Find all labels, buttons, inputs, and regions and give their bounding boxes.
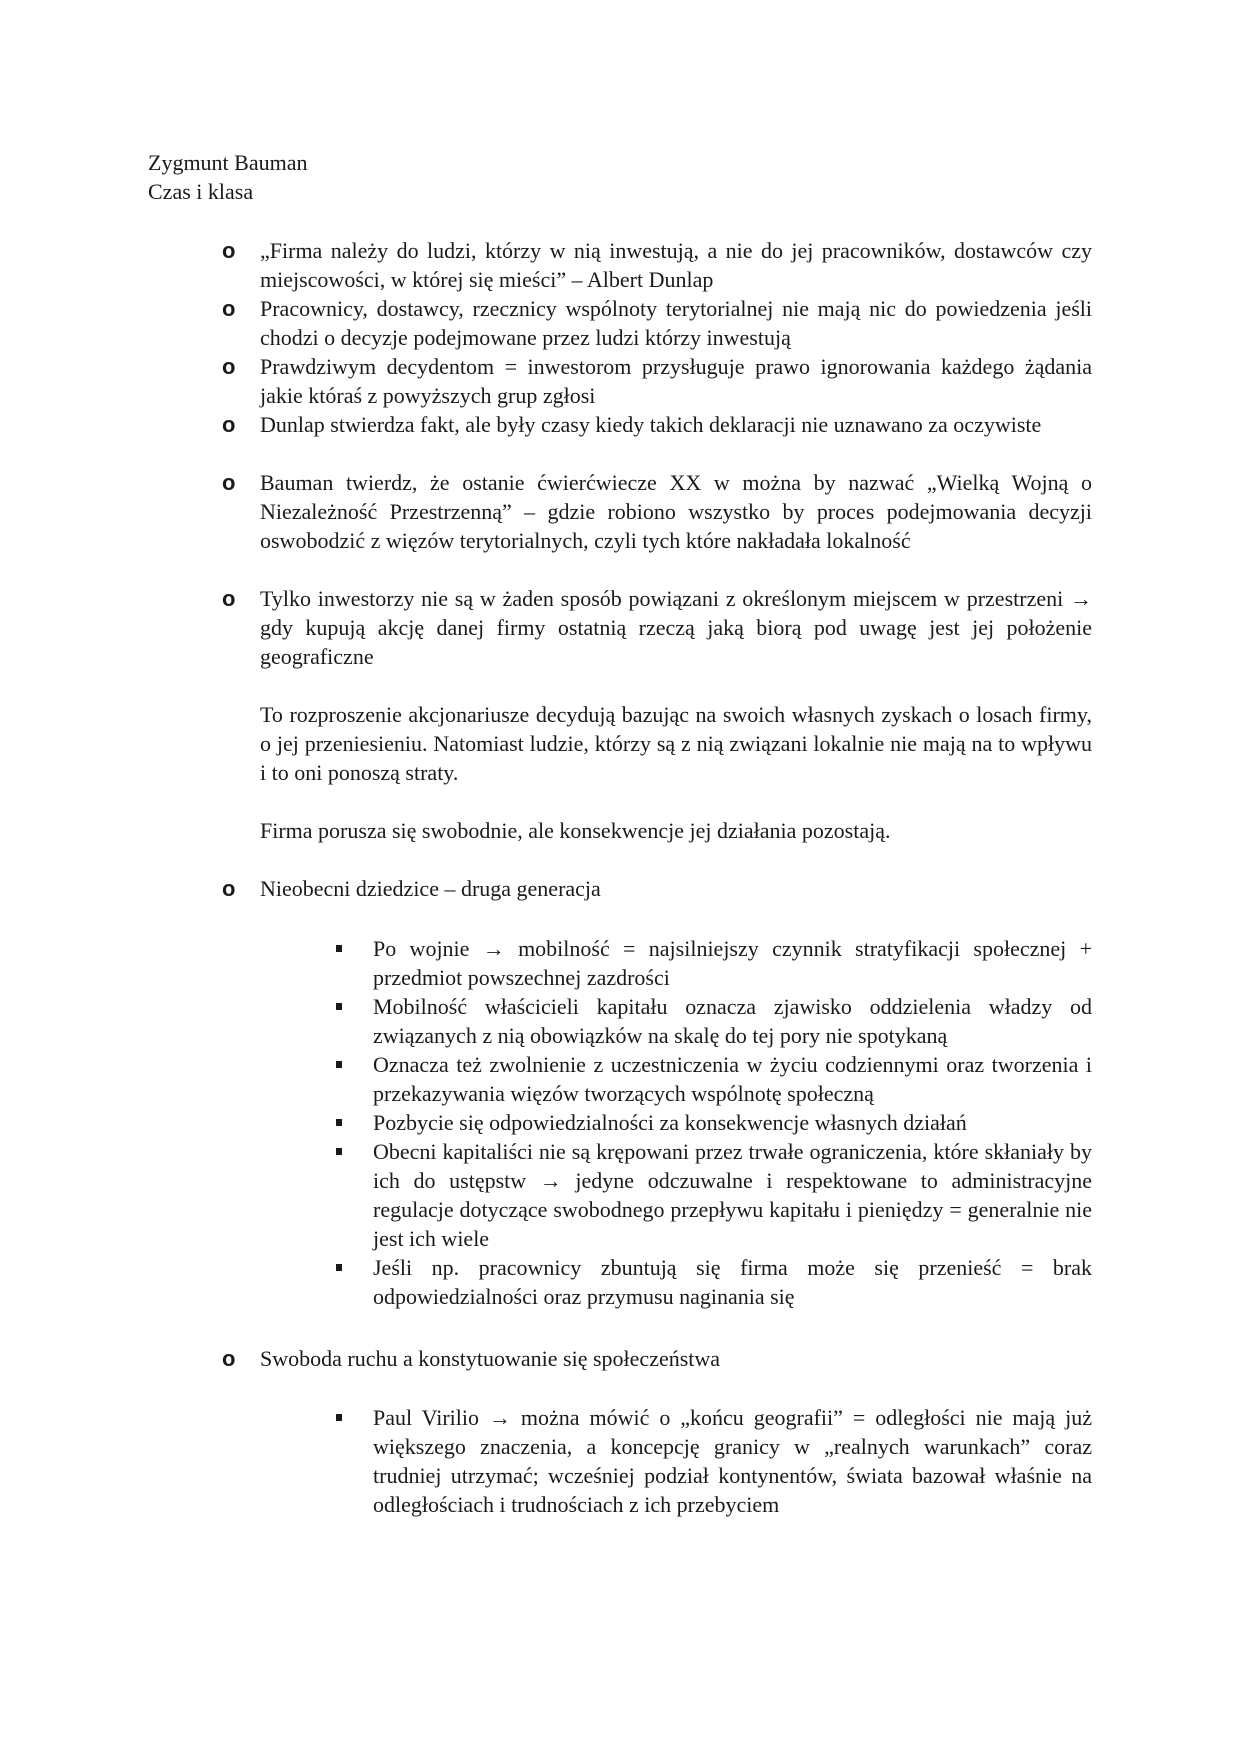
- circle-bullet-icon: o: [222, 586, 236, 611]
- paragraph: To rozproszenie akcjonariusze decydują bazując na swoich własnych zyskach o losach firmy, o jej przeniesieniu. Natomiast ludzie, którzy są z nią związani lokalnie nie mają na to wpływu i to oni ponoszą straty.: [260, 702, 1092, 785]
- title-line: Czas i klasa: [148, 179, 254, 204]
- square-bullet-icon: [336, 1003, 342, 1010]
- list-item-text: „Firma należy do ludzi, którzy w nią inwestują, a nie do jej pracowników, dostawców czy miejscowości, w której się mieści” – Albert Dunlap: [260, 238, 1092, 292]
- square-bullet-icon: [336, 1061, 342, 1068]
- sub-list-item-text: Po wojnie → mobilność = najsilniejszy czynnik stratyfikacji społecznej + przedmiot powszechnej zazdrości: [373, 936, 1092, 990]
- list-item-text: Prawdziwym decydentom = inwestorom przysługuje prawo ignorowania każdego żądania jakie któraś z powyższych grup zgłosi: [260, 354, 1092, 408]
- circle-bullet-icon: o: [222, 470, 236, 495]
- sub-list-item-text: Obecni kapitaliści nie są krępowani przez trwałe ograniczenia, które skłaniały by ich do ustępstw → jedyne odczuwalne i respektowane to administracyjne regulacje dotyczące swobodnego przepływu kapitału i pieniędzy = generalnie nie jest ich wiele: [373, 1139, 1092, 1251]
- circle-bullet-icon: o: [222, 876, 236, 901]
- list-item-text: Pracownicy, dostawcy, rzecznicy wspólnoty terytorialnej nie mają nic do powiedzenia jeśli chodzi o decyzje podejmowane przez ludzi którzy inwestują: [260, 296, 1092, 350]
- square-bullet-icon: [336, 1264, 342, 1271]
- circle-bullet-icon: o: [222, 354, 236, 379]
- sub-list-item-text: Mobilność właścicieli kapitału oznacza zjawisko oddzielenia władzy od związanych z nią obowiązków na skalę do tej pory nie spotykaną: [373, 994, 1092, 1048]
- square-bullet-icon: [336, 1148, 342, 1155]
- circle-bullet-icon: o: [222, 412, 236, 437]
- sub-list-item-text: Jeśli np. pracownicy zbuntują się firma może się przenieść = brak odpowiedzialności oraz przymusu naginania się: [373, 1255, 1092, 1309]
- circle-bullet-icon: o: [222, 238, 236, 263]
- square-bullet-icon: [336, 1414, 342, 1421]
- author-line: Zygmunt Bauman: [148, 150, 308, 175]
- square-bullet-icon: [336, 945, 342, 952]
- sub-list-item-text: Paul Virilio → można mówić o „końcu geografii” = odległości nie mają już większego znaczenia, a koncepcję granicy w „realnych warunkach” coraz trudniej utrzymać; wcześniej podział kontynentów, świata bazował właśnie na odległościach i trudnościach z ich przebyciem: [373, 1405, 1092, 1517]
- square-bullet-icon: [336, 1119, 342, 1126]
- section-heading: Nieobecni dziedzice – druga generacja: [260, 876, 601, 901]
- sub-list-item-text: Pozbycie się odpowiedzialności za konsekwencje własnych działań: [373, 1110, 967, 1135]
- circle-bullet-icon: o: [222, 296, 236, 321]
- paragraph: Firma porusza się swobodnie, ale konsekwencje jej działania pozostają.: [260, 818, 891, 843]
- sub-list-item-text: Oznacza też zwolnienie z uczestniczenia w życiu codziennymi oraz tworzenia i przekazywania więzów tworzących wspólnotę społeczną: [373, 1052, 1092, 1106]
- circle-bullet-icon: o: [222, 1346, 236, 1371]
- list-item-text: Tylko inwestorzy nie są w żaden sposób powiązani z określonym miejscem w przestrzeni → gdy kupują akcję danej firmy ostatnią rzeczą jaką biorą pod uwagę jest jej położenie geograficzne: [260, 586, 1092, 669]
- list-item-text: Dunlap stwierdza fakt, ale były czasy kiedy takich deklaracji nie uznawano za oczywiste: [260, 412, 1042, 437]
- list-item-text: Bauman twierdz, że ostanie ćwierćwiecze XX w można by nazwać „Wielką Wojną o Niezależność Przestrzenną” – gdzie robiono wszystko by proces podejmowania decyzji oswobodzić z więzów terytorialnych, czyli tych które nakładała lokalność: [260, 470, 1092, 553]
- section-heading: Swoboda ruchu a konstytuowanie się społeczeństwa: [260, 1346, 721, 1371]
